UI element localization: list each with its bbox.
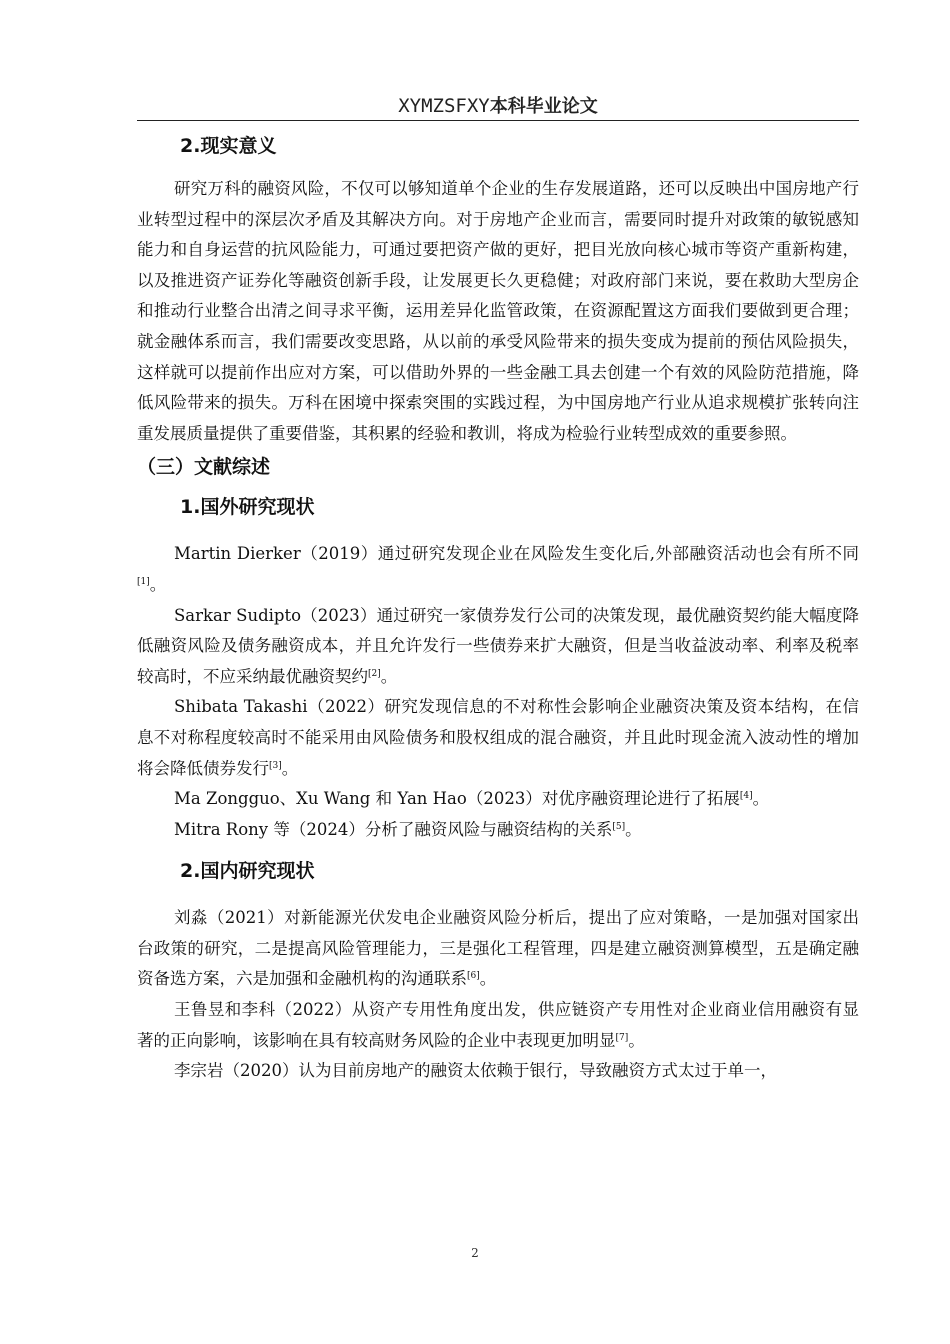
- spacer: [137, 887, 859, 903]
- domestic-item-text: 李宗岩（2020）认为目前房地产的融资太依赖于银行，导致融资方式太过于单一，: [174, 1061, 777, 1081]
- domestic-item-end: 。: [628, 1030, 645, 1050]
- domestic-item: [137, 995, 859, 1056]
- citation-ref: [6]: [467, 971, 480, 982]
- citation-ref: [5]: [612, 821, 626, 832]
- foreign-item: [137, 539, 859, 600]
- foreign-item-text: Sarkar Sudipto（2023）通过研究一家债券发行公司的决策发现，最优融资契约能大幅度降低融资风险及债务融资成本，并且允许发行一些债券来扩大融资，但是当收益波动率、利率及税率较高时，不应采纳最优融资契约: [137, 605, 859, 686]
- page-content: [137, 130, 859, 1087]
- heading-domestic-research: 2.国内研究现状: [180, 860, 315, 883]
- foreign-item: [137, 692, 859, 784]
- foreign-item-text: Martin Dierker（2019）通过研究发现企业在风险发生变化后,外部融资活动也会有所不同: [174, 544, 859, 564]
- foreign-item: [137, 815, 859, 846]
- foreign-item: [137, 784, 859, 815]
- domestic-item: [137, 1056, 859, 1087]
- spacer: [137, 162, 859, 174]
- spacer: [137, 523, 859, 539]
- foreign-item-end: 。: [625, 819, 642, 839]
- foreign-item: [137, 601, 859, 693]
- foreign-item-end: 。: [752, 789, 770, 809]
- foreign-item-end: 。: [380, 666, 398, 686]
- foreign-item-end: 。: [281, 758, 299, 778]
- page-header: [137, 92, 859, 121]
- citation-ref: [7]: [615, 1032, 629, 1043]
- paragraph-practical-significance: 研究万科的融资风险，不仅可以够知道单个企业的生存发展道路，还可以反映出中国房地产行业转型过程中的深层次矛盾及其解决方向。对于房地产企业而言，需要同时提升对政策的敏锐感知能力和自身运营的抗风险能力，可通过要把资产做的更好，把目光放向核心城市等资产重新构建，以及推进资产证券化等融资创新手段，让发展更长久更稳健；对政府部门来说，要在救助大型房企和推动行业整合出清之间寻求平衡，运用差异化监管政策，在资源配置这方面我们要做到更合理；就金融体系而言，我们需要改变思路，从以前的承受风险带来的损失变成为提前的预估风险损失，这样就可以提前作出应对方案，可以借助外界的一些金融工具去创建一个有效的风险防范措施，降低风险带来的损失。万科在困境中探索突围的实践过程，为中国房地产行业从追求规模扩张转向注重发展质量提供了重要借鉴，其积累的经验和教训，将成为检验行业转型成效的重要参照。: [137, 179, 859, 443]
- page-number: 2: [471, 1246, 479, 1260]
- foreign-item-end: 。: [149, 574, 167, 594]
- header-title: 本科毕业论文: [489, 96, 598, 117]
- header-code: XYMZSFXY: [398, 95, 490, 117]
- domestic-item: [137, 903, 859, 995]
- domestic-item-text: 刘淼（2021）对新能源光伏发电企业融资风险分析后，提出了应对策略，一是加强对国家出台政策的研究，二是提高风险管理能力，三是强化工程管理，四是建立融资测算模型，五是确定融资备选方案，六是加强和金融机构的沟通联系: [137, 908, 859, 989]
- heading-literature-review: （三）文献综述: [137, 456, 271, 479]
- citation-ref: [1]: [137, 576, 150, 587]
- heading-practical-significance: 2.现实意义: [180, 135, 277, 157]
- foreign-item-text: Mitra Rony 等（2024）分析了融资风险与融资结构的关系: [174, 819, 613, 839]
- domestic-item-end: 。: [479, 969, 497, 989]
- foreign-item-text: Ma Zongguo、Xu Wang 和 Yan Hao（2023）对优序融资理论进行了拓展: [174, 789, 740, 809]
- citation-ref: [2]: [368, 668, 381, 679]
- foreign-item-text: Shibata Takashi（2022）研究发现信息的不对称性会影响企业融资决策及资本结构，在信息不对称程度较高时不能采用由风险债务和股权组成的混合融资，并且此时现金流入波动性的增加将会降低债券发行: [137, 697, 859, 778]
- citation-ref: [4]: [739, 791, 753, 802]
- domestic-item-text: 王鲁昱和李科（2022）从资产专用性角度出发，供应链资产专用性对企业商业信用融资有显著的正向影响，该影响在具有较高财务风险的企业中表现更加明显: [137, 1000, 859, 1050]
- citation-ref: [3]: [269, 760, 282, 771]
- heading-foreign-research: 1.国外研究现状: [180, 496, 315, 519]
